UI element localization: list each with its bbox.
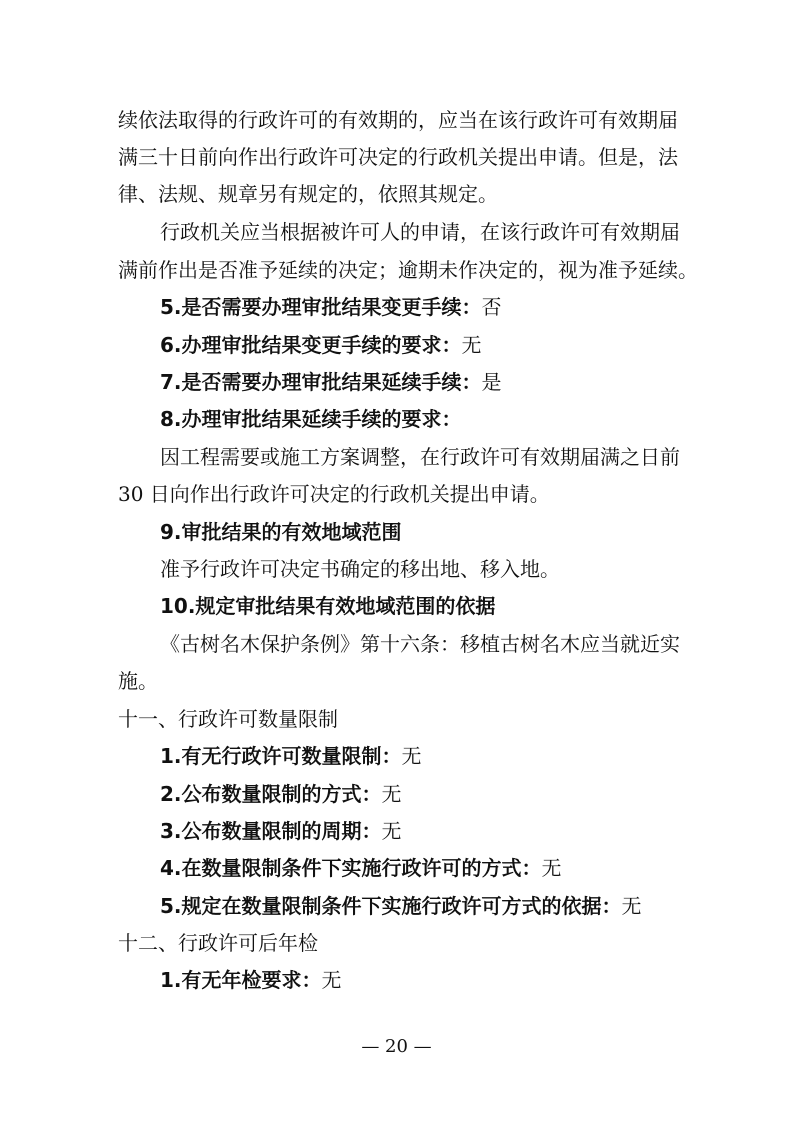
- item-label: 5.是否需要办理审批结果变更手续：: [160, 295, 482, 319]
- paragraph-line: 律、法规、规章另有规定的，依照其规定。: [118, 182, 498, 206]
- page-number: — 20 —: [361, 1036, 432, 1057]
- paragraph-line: 准予行政许可决定书确定的移出地、移入地。: [160, 557, 560, 581]
- paragraph-line: 因工程需要或施工方案调整，在行政许可有效期届满之日前: [160, 445, 680, 469]
- item-label: 6.办理审批结果变更手续的要求：: [160, 333, 462, 357]
- item-label: 4.在数量限制条件下实施行政许可的方式：: [160, 856, 542, 880]
- item-extension-requirements: 8.办理审批结果延续手续的要求：: [160, 407, 462, 431]
- paragraph-line: 《古树名木保护条例》第十六条：移植古树名木应当就近实: [160, 632, 680, 656]
- item-label: 3.公布数量限制的周期：: [160, 819, 382, 843]
- item-label: 1.有无行政许可数量限制：: [160, 744, 402, 768]
- item-value: 是: [481, 370, 502, 394]
- item-value: 无: [381, 819, 402, 843]
- item-value: 无: [461, 333, 482, 357]
- item-label: 5.规定在数量限制条件下实施行政许可方式的依据：: [160, 894, 622, 918]
- item-value: 无: [621, 894, 642, 918]
- list-item: [160, 819, 720, 843]
- item-value: 无: [381, 782, 402, 806]
- item-extension-procedure: [160, 370, 720, 394]
- paragraph-line: 行政机关应当根据被许可人的申请，在该行政许可有效期届: [160, 220, 680, 244]
- section-heading: 十一、行政许可数量限制: [118, 707, 338, 731]
- paragraph-line: 满前作出是否准予延续的决定；逾期未作决定的，视为准予延续。: [118, 258, 698, 282]
- item-label: 2.公布数量限制的方式：: [160, 782, 382, 806]
- list-item: [160, 744, 720, 768]
- item-value: 否: [481, 295, 502, 319]
- list-item: [160, 968, 720, 992]
- item-change-procedure: [160, 295, 720, 319]
- item-valid-region: 9.审批结果的有效地域范围: [160, 520, 402, 544]
- paragraph-line: 施。: [118, 669, 158, 693]
- item-change-requirements: [160, 333, 720, 357]
- paragraph-line: 续依法取得的行政许可的有效期的，应当在该行政许可有效期届: [118, 108, 678, 132]
- item-value: 无: [541, 856, 562, 880]
- item-value: 无: [401, 744, 422, 768]
- section-heading: 十二、行政许可后年检: [118, 931, 318, 955]
- list-item: [160, 856, 720, 880]
- paragraph-line: 满三十日前向作出行政许可决定的行政机关提出申请。但是，法: [118, 145, 678, 169]
- item-valid-region-basis: 10.规定审批结果有效地域范围的依据: [160, 594, 496, 618]
- paragraph-line: 30 日向作出行政许可决定的行政机关提出申请。: [118, 482, 550, 506]
- item-value: 无: [321, 968, 342, 992]
- item-label: 1.有无年检要求：: [160, 968, 322, 992]
- list-item: [160, 894, 720, 918]
- list-item: [160, 782, 720, 806]
- item-label: 7.是否需要办理审批结果延续手续：: [160, 370, 482, 394]
